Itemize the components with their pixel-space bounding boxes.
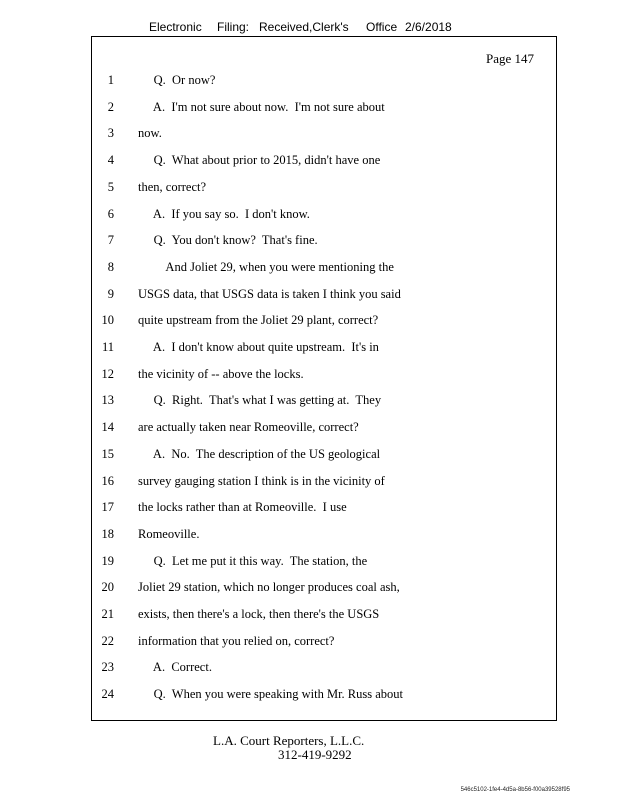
line-text: Q. Let me put it this way. The station, the [138, 553, 368, 568]
line-number: 7 [107, 233, 114, 248]
transcript-line [92, 73, 558, 89]
line-text: And Joliet 29, when you were mentioning the [138, 259, 394, 274]
line-number: 22 [101, 633, 114, 648]
transcript-line [92, 393, 558, 409]
line-text: Joliet 29 station, which no longer produces coal ash, [138, 580, 400, 595]
transcript-page [91, 36, 557, 721]
line-number: 19 [101, 553, 114, 568]
line-text: now. [138, 126, 162, 141]
line-number: 9 [107, 286, 114, 301]
line-number: 8 [107, 259, 114, 274]
transcript-line [92, 687, 558, 703]
document-hash: 546c5102-1fe4-4d5a-8b56-f00a39528f95 [460, 787, 570, 793]
line-number: 5 [107, 179, 114, 194]
filing-date: 2/6/2018 [405, 20, 452, 34]
line-text: survey gauging station I think is in the vicinity of [138, 473, 385, 488]
line-text: A. I don't know about quite upstream. It's in [138, 340, 379, 354]
line-number: 18 [101, 526, 114, 541]
line-text: USGS data, that USGS data is taken I think you said [138, 286, 401, 301]
line-text: A. No. The description of the US geological [138, 446, 381, 461]
line-number: 6 [107, 206, 114, 221]
line-number: 2 [107, 99, 114, 114]
line-number: 1 [107, 73, 114, 87]
line-number: 3 [107, 126, 114, 141]
line-text: A. I'm not sure about now. I'm not sure about [138, 99, 385, 114]
transcript-line [92, 500, 558, 516]
transcript-line [92, 474, 558, 490]
transcript-line [92, 100, 558, 116]
transcript-line [92, 126, 558, 142]
reporter-name: L.A. Court Reporters, L.L.C. [213, 733, 365, 748]
line-number: 14 [101, 420, 114, 435]
transcript-line [92, 233, 558, 249]
transcript-line [92, 313, 558, 329]
line-number: 16 [101, 473, 114, 488]
line-text: the locks rather than at Romeoville. I use [138, 500, 347, 515]
line-number: 11 [101, 340, 114, 354]
line-number: 23 [101, 660, 114, 675]
transcript-line [92, 287, 558, 303]
line-number: 21 [101, 607, 114, 621]
transcript-line [92, 207, 558, 223]
line-text: Q. Right. That's what I was getting at. They [138, 393, 382, 408]
line-text: Q. What about prior to 2015, didn't have one [138, 153, 381, 168]
transcript-line [92, 367, 558, 383]
transcript-line [92, 527, 558, 543]
line-text: Q. Or now? [138, 73, 216, 87]
transcript-line [92, 634, 558, 650]
transcript-line [92, 554, 558, 570]
line-text: quite upstream from the Joliet 29 plant, correct? [138, 313, 379, 328]
transcript-line [92, 340, 558, 356]
transcript-line [92, 447, 558, 463]
reporter-phone: 312-419-9292 [278, 747, 352, 762]
line-number: 20 [101, 580, 114, 595]
line-text: Q. You don't know? That's fine. [138, 233, 318, 248]
line-text: information that you relied on, correct? [138, 633, 335, 648]
filing-office: Office [366, 20, 398, 34]
line-text: exists, then there's a lock, then there's the USGS [138, 607, 380, 621]
line-number: 4 [107, 153, 114, 168]
line-text: A. Correct. [138, 660, 212, 675]
transcript-line [92, 180, 558, 196]
line-text: Romeoville. [138, 526, 200, 541]
transcript-line [92, 580, 558, 596]
line-number: 13 [101, 393, 114, 408]
line-number: 15 [101, 446, 114, 461]
page-number: Page 147 [485, 51, 534, 66]
filing-received: Received,Clerk's [259, 20, 349, 34]
transcript-line [92, 153, 558, 169]
transcript-line [92, 260, 558, 276]
line-text: are actually taken near Romeoville, correct? [138, 420, 359, 435]
transcript-line [92, 420, 558, 436]
line-text: A. If you say so. I don't know. [138, 206, 310, 221]
filing-label: Filing: [217, 20, 250, 34]
line-number: 17 [101, 500, 114, 515]
line-number: 12 [101, 366, 114, 381]
transcript-line [92, 607, 558, 623]
transcript-line [92, 660, 558, 676]
line-number: 10 [101, 313, 114, 328]
line-text: Q. When you were speaking with Mr. Russ about [138, 687, 404, 702]
filing-electronic: Electronic [149, 20, 202, 34]
line-text: the vicinity of -- above the locks. [138, 366, 304, 381]
line-text: then, correct? [138, 179, 207, 194]
line-number: 24 [101, 687, 114, 702]
